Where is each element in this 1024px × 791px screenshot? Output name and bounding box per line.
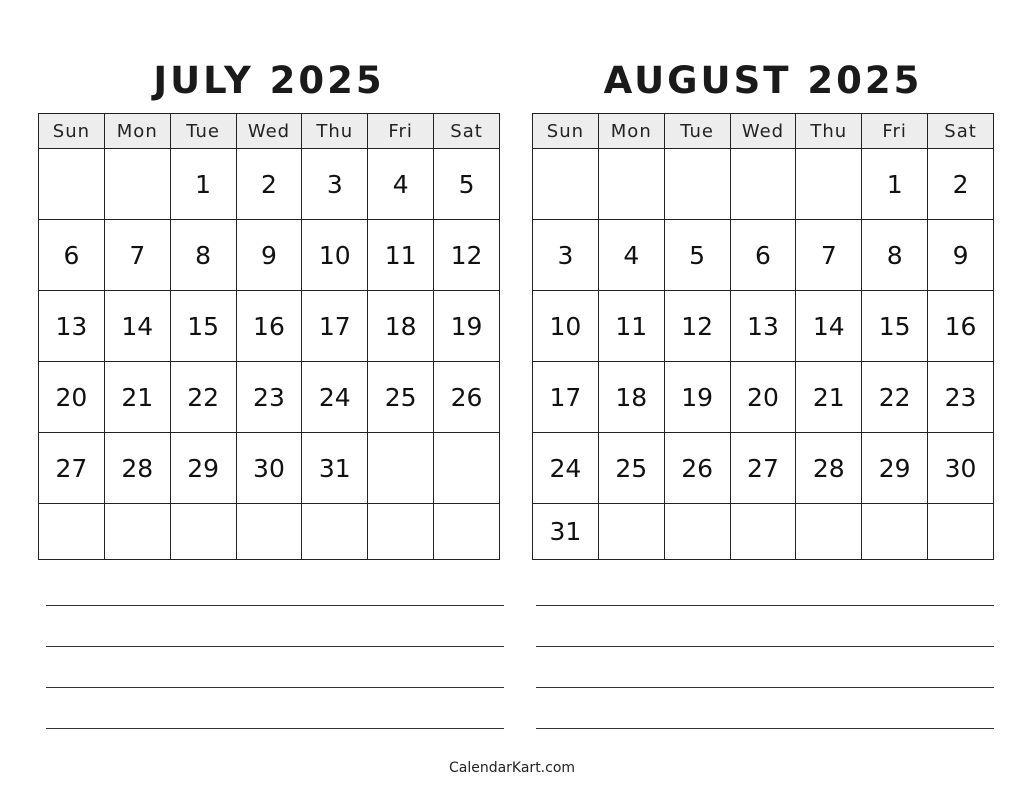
note-line bbox=[536, 687, 994, 688]
day-cell: 9 bbox=[236, 220, 302, 291]
day-cell bbox=[928, 504, 994, 560]
day-cell: 27 bbox=[39, 433, 105, 504]
day-cell bbox=[533, 149, 599, 220]
day-cell: 12 bbox=[434, 220, 500, 291]
day-cell: 27 bbox=[730, 433, 796, 504]
day-cell: 12 bbox=[664, 291, 730, 362]
weekday-mon: Mon bbox=[104, 114, 170, 149]
day-cell bbox=[598, 504, 664, 560]
day-cell: 8 bbox=[170, 220, 236, 291]
note-line bbox=[46, 646, 504, 647]
weekday-fri: Fri bbox=[862, 114, 928, 149]
day-cell: 13 bbox=[39, 291, 105, 362]
month-title: JULY 2025 bbox=[153, 59, 385, 102]
day-cell: 23 bbox=[928, 362, 994, 433]
day-cell: 1 bbox=[862, 149, 928, 220]
month-title: AUGUST 2025 bbox=[603, 59, 923, 102]
day-cell bbox=[730, 504, 796, 560]
day-cell bbox=[302, 504, 368, 560]
day-cell: 9 bbox=[928, 220, 994, 291]
day-cell: 30 bbox=[236, 433, 302, 504]
day-cell: 15 bbox=[170, 291, 236, 362]
day-cell bbox=[434, 504, 500, 560]
day-cell: 31 bbox=[533, 504, 599, 560]
day-cell bbox=[104, 149, 170, 220]
day-cell: 18 bbox=[368, 291, 434, 362]
day-cell bbox=[664, 504, 730, 560]
day-cell bbox=[104, 504, 170, 560]
day-cell: 17 bbox=[302, 291, 368, 362]
weekday-header-row bbox=[533, 114, 994, 149]
day-cell: 4 bbox=[368, 149, 434, 220]
weekday-mon: Mon bbox=[598, 114, 664, 149]
day-cell: 22 bbox=[170, 362, 236, 433]
day-cell: 4 bbox=[598, 220, 664, 291]
day-cell: 28 bbox=[796, 433, 862, 504]
calendar-grid bbox=[38, 113, 500, 560]
day-cell: 11 bbox=[598, 291, 664, 362]
day-cell: 28 bbox=[104, 433, 170, 504]
day-cell: 15 bbox=[862, 291, 928, 362]
day-cell: 5 bbox=[664, 220, 730, 291]
month-august bbox=[532, 54, 994, 560]
day-cell: 6 bbox=[39, 220, 105, 291]
calendar-grid bbox=[532, 113, 994, 560]
day-cell bbox=[730, 149, 796, 220]
week-row bbox=[533, 504, 994, 560]
weekday-thu: Thu bbox=[796, 114, 862, 149]
weekday-wed: Wed bbox=[236, 114, 302, 149]
day-cell: 22 bbox=[862, 362, 928, 433]
week-row bbox=[533, 362, 994, 433]
month-july bbox=[38, 54, 500, 560]
day-cell: 3 bbox=[533, 220, 599, 291]
weekday-fri: Fri bbox=[368, 114, 434, 149]
day-cell bbox=[796, 149, 862, 220]
day-cell: 25 bbox=[368, 362, 434, 433]
week-row bbox=[39, 291, 500, 362]
day-cell: 24 bbox=[302, 362, 368, 433]
day-cell: 18 bbox=[598, 362, 664, 433]
weekday-header-row bbox=[39, 114, 500, 149]
week-row bbox=[39, 504, 500, 560]
weekday-wed: Wed bbox=[730, 114, 796, 149]
day-cell: 10 bbox=[302, 220, 368, 291]
day-cell: 20 bbox=[39, 362, 105, 433]
notes-area-july bbox=[46, 605, 504, 769]
day-cell: 6 bbox=[730, 220, 796, 291]
note-line bbox=[46, 728, 504, 729]
day-cell: 24 bbox=[533, 433, 599, 504]
day-cell: 16 bbox=[236, 291, 302, 362]
day-cell: 20 bbox=[730, 362, 796, 433]
week-row bbox=[39, 433, 500, 504]
day-cell: 1 bbox=[170, 149, 236, 220]
day-cell bbox=[236, 504, 302, 560]
day-cell: 5 bbox=[434, 149, 500, 220]
note-line bbox=[46, 605, 504, 606]
day-cell: 29 bbox=[170, 433, 236, 504]
day-cell: 14 bbox=[796, 291, 862, 362]
day-cell: 10 bbox=[533, 291, 599, 362]
day-cell: 31 bbox=[302, 433, 368, 504]
note-line bbox=[536, 605, 994, 606]
note-line bbox=[536, 728, 994, 729]
day-cell bbox=[39, 504, 105, 560]
day-cell bbox=[170, 504, 236, 560]
day-cell bbox=[862, 504, 928, 560]
week-row bbox=[533, 220, 994, 291]
day-cell bbox=[796, 504, 862, 560]
day-cell bbox=[368, 433, 434, 504]
week-row bbox=[533, 433, 994, 504]
weekday-thu: Thu bbox=[302, 114, 368, 149]
day-cell bbox=[664, 149, 730, 220]
weekday-sat: Sat bbox=[928, 114, 994, 149]
day-cell: 30 bbox=[928, 433, 994, 504]
weekday-tue: Tue bbox=[170, 114, 236, 149]
week-row bbox=[39, 362, 500, 433]
day-cell: 21 bbox=[796, 362, 862, 433]
day-cell: 11 bbox=[368, 220, 434, 291]
day-cell: 21 bbox=[104, 362, 170, 433]
week-row bbox=[39, 220, 500, 291]
day-cell: 23 bbox=[236, 362, 302, 433]
day-cell: 26 bbox=[434, 362, 500, 433]
day-cell: 7 bbox=[796, 220, 862, 291]
day-cell: 16 bbox=[928, 291, 994, 362]
weekday-sun: Sun bbox=[533, 114, 599, 149]
day-cell bbox=[39, 149, 105, 220]
day-cell: 19 bbox=[664, 362, 730, 433]
day-cell bbox=[368, 504, 434, 560]
note-line bbox=[536, 646, 994, 647]
day-cell: 2 bbox=[928, 149, 994, 220]
day-cell: 8 bbox=[862, 220, 928, 291]
day-cell: 7 bbox=[104, 220, 170, 291]
day-cell: 26 bbox=[664, 433, 730, 504]
day-cell bbox=[598, 149, 664, 220]
day-cell: 25 bbox=[598, 433, 664, 504]
day-cell: 14 bbox=[104, 291, 170, 362]
day-cell: 17 bbox=[533, 362, 599, 433]
footer-source: CalendarKart.com bbox=[448, 760, 576, 776]
weekday-sun: Sun bbox=[39, 114, 105, 149]
note-line bbox=[46, 687, 504, 688]
notes-area-august bbox=[536, 605, 994, 769]
day-cell: 29 bbox=[862, 433, 928, 504]
week-row bbox=[39, 149, 500, 220]
day-cell: 13 bbox=[730, 291, 796, 362]
day-cell: 19 bbox=[434, 291, 500, 362]
day-cell bbox=[434, 433, 500, 504]
day-cell: 3 bbox=[302, 149, 368, 220]
weekday-tue: Tue bbox=[664, 114, 730, 149]
week-row bbox=[533, 149, 994, 220]
weekday-sat: Sat bbox=[434, 114, 500, 149]
day-cell: 2 bbox=[236, 149, 302, 220]
week-row bbox=[533, 291, 994, 362]
